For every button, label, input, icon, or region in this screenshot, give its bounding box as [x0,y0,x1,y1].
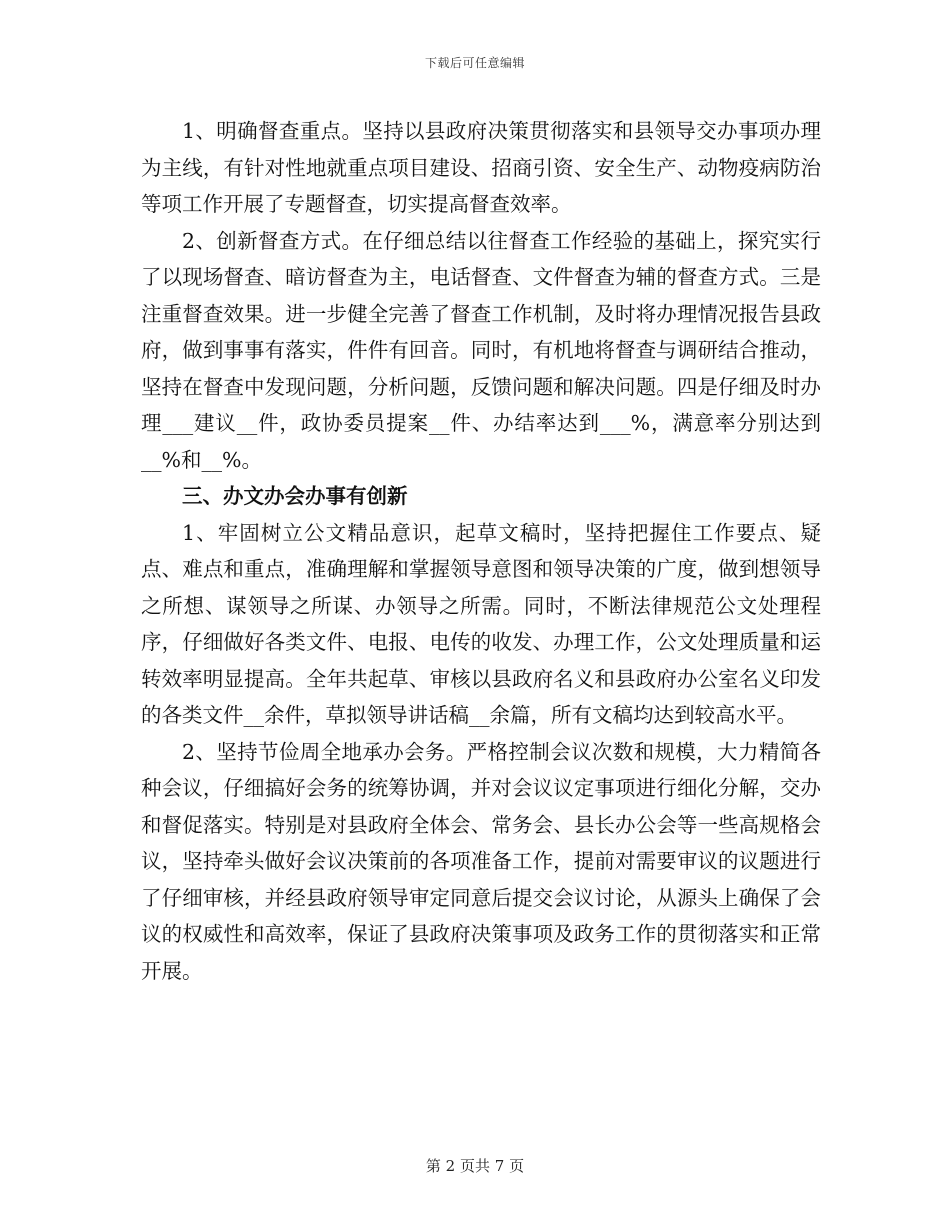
paragraph-meeting-affairs: 2、坚持节俭周全地承办会务。严格控制会议次数和规模，大力精简各种会议，仔细搞好会务的统筹协调，并对会议议定事项进行细化分解，交办和督促落实。特别是对县政府全体会、常务会、县长办公会等一些高规格会议，坚持牵头做好会议决策前的各项准备工作，提前对需要审议的议题进行了仔细审核，并经县政府领导审定同意后提交会议讨论，从源头上确保了会议的权威性和高效率，保证了县政府决策事项及政务工作的贯彻落实和正常开展。 [141,739,821,983]
paragraph-supervision-method: 2、创新督查方式。在仔细总结以往督查工作经验的基础上，探究实行了以现场督查、暗访督查为主，电话督查、文件督查为辅的督查方式。三是注重督查效果。进一步健全完善了督查工作机制，及时将办理情况报告县政府，做到事事有落实，件件有回音。同时，有机地将督查与调研结合推动，坚持在督查中发现问题，分析问题，反馈问题和解决问题。四是仔细及时办理___建议__件，政协委员提案__件、办结率达到___%，满意率分别达到__%和__%。 [141,228,821,472]
page-number: 第 2 页共 7 页 [425,1157,525,1175]
page-header: 下载后可任意编辑 [424,56,525,70]
paragraph-supervision-focus: 1、明确督查重点。坚持以县政府决策贯彻落实和县领导交办事项办理为主线，有针对性地就重点项目建设、招商引资、安全生产、动物疫病防治等项工作开展了专题督查，切实提高督查效率。 [141,119,821,216]
document-body [141,113,821,989]
section-heading: 三、办文办会办事有创新 [182,484,408,508]
paragraph-document-quality: 1、牢固树立公文精品意识，起草文稿时，坚持把握住工作要点、疑点、难点和重点，准确理解和掌握领导意图和领导决策的广度，做到想领导之所想、谋领导之所谋、办领导之所需。同时，不断法律规范公文处理程序，仔细做好各类文件、电报、电传的收发、办理工作，公文处理质量和运转效率明显提高。全年共起草、审核以县政府名义和县政府办公室名义印发的各类文件__余件，草拟领导讲话稿__余篇，所有文稿均达到较高水平。 [141,520,821,727]
